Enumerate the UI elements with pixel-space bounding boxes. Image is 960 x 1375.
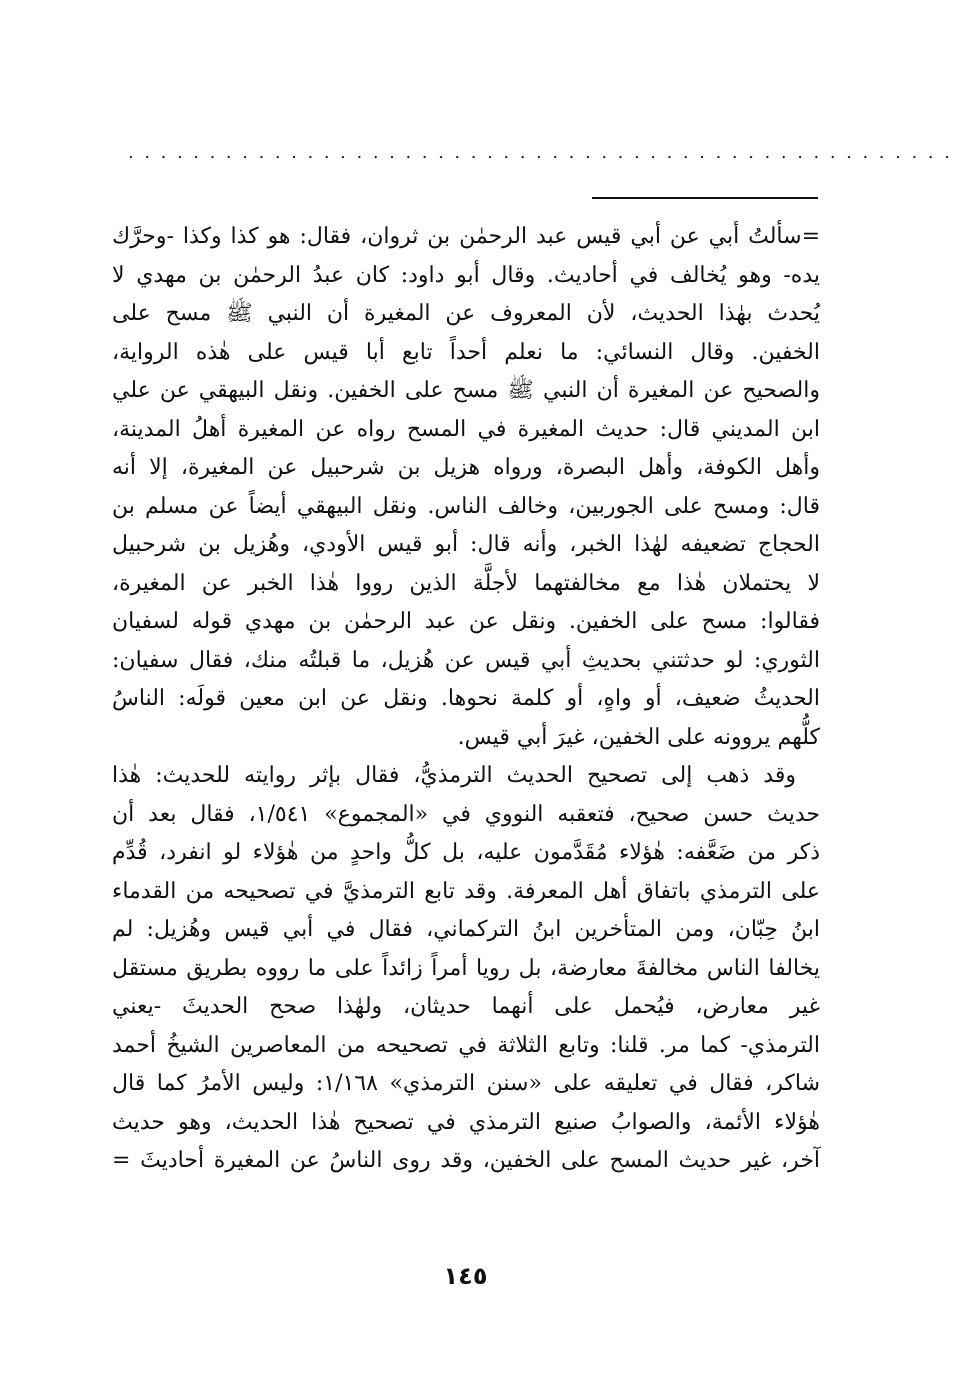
footnote-line: على الترمذي باتفاق أهل المعرفة. وقد تابع الترمذيَّ في تصحيحه من القدماء [112,878,820,904]
footnote-line: حديث حسن صحيح، فتعقبه النووي في «المجموع» ١/٥٤١، فقال بعد أن [112,801,820,827]
footnote-line: لا يحتملان هٰذا مع مخالفتهما لأجلَّة الذين رووا هٰذا الخبر عن المغيرة، [112,570,820,596]
footnote-line: هٰؤلاء الأئمة، والصوابُ صنيع الترمذي في تصحيح هٰذا الحديث، وهو حديث [112,1109,820,1135]
page-number: ١٤٥ [443,1262,488,1290]
footnote-line: يُحدث بهٰذا الحديث، لأن المعروف عن المغيرة أن النبي ﷺ مسح على [112,301,820,326]
footnote-line: يده- وهو يُخالف في أحاديث. وقال أبو داود: كان عبدُ الرحمٰن بن مهدي لا [112,262,820,288]
footnote-line: ابن المديني قال: حديث المغيرة في المسح رواه عن المغيرة أهلُ المدينة، [112,416,820,442]
footnote-line: آخر، غير حديث المسح على الخفين، وقد روى الناسُ عن المغيرة أحاديثَ = [112,1148,820,1173]
footnote-line: الترمذي- كما مر. قلنا: وتابع الثلاثة في تصحيحه من المعاصرين الشيخُ أحمد [112,1032,820,1058]
footnote-line: شاكر، فقال في تعليقه على «سنن الترمذي» ١/١٦٨: وليس الأمرُ كما قال [112,1071,820,1096]
footnote-line: والصحيح عن المغيرة أن النبي ﷺ مسح على الخفين. ونقل البيهقي عن علي [112,378,820,403]
footnote-rule [592,197,818,199]
footnote-block [112,218,820,1181]
footnote-line: الحديثُ ضعيف، أو واهٍ، أو كلمة نحوها. ونقل عن ابن معين قولَه: الناسُ [112,686,820,711]
footnote-line: وقد ذهب إلى تصحيح الحديث الترمذيُّ، فقال بإثر روايته للحديث: هٰذا [112,763,796,788]
footnote-line: قال: ومسح على الجوربين، وخالف الناس. ونقل البيهقي أيضاً عن مسلم بن [112,493,820,519]
footnote-line: ذكر من ضَعَّفه: هٰؤلاء مُقَدَّمون عليه، بل كلُّ واحدٍ من هٰؤلاء لو انفرد، قُدِّم [112,840,820,865]
footnote-line: فقالوا: مسح على الخفين. ونقل عن عبد الرحمٰن بن مهدي قوله لسفيان [112,609,820,634]
footnote-line: كلُّهم يروونه على الخفين، غيرَ أبي قيس. [457,724,820,750]
footnote-line: الحجاج تضعيفه لهٰذا الخبر، وأنه قال: أبو قيس الأودي، وهُزيل بن شرحبيل [112,532,820,557]
footnote-line: ابنُ حِبّان، ومن المتأخرين ابنُ التركماني، فقال في أبي قيس وهُزيل: لم [112,917,820,942]
footnote-line: وأهل الكوفة، وأهل البصرة، ورواه هزيل بن شرحبيل عن المغيرة، إلا أنه [112,455,821,480]
footnote-line: الثوري: لو حدثتني بحديثِ أبي قيس عن هُزيل، ما قبلتُه منك، فقال سفيان: [112,647,820,673]
footnote-line: =سألتُ أبي عن أبي قيس عبد الرحمٰن بن ثروان، فقال: هو كذا وكذا -وحرَّك [112,224,820,249]
footnote-line: يخالفا الناس مخالفةَ معارضة، بل رويا أمراً زائداً على ما رووه بطريق مستقل [112,955,820,981]
dotted-separator: ................................................... [128,142,960,163]
footnote-line: الخفين. وقال النسائي: ما نعلم أحداً تابع أبا قيس على هٰذه الرواية، [112,339,820,365]
footnote-line: غير معارض، فيُحمل على أنهما حديثان، ولهٰذا صحح الحديثَ -يعني [112,994,820,1019]
